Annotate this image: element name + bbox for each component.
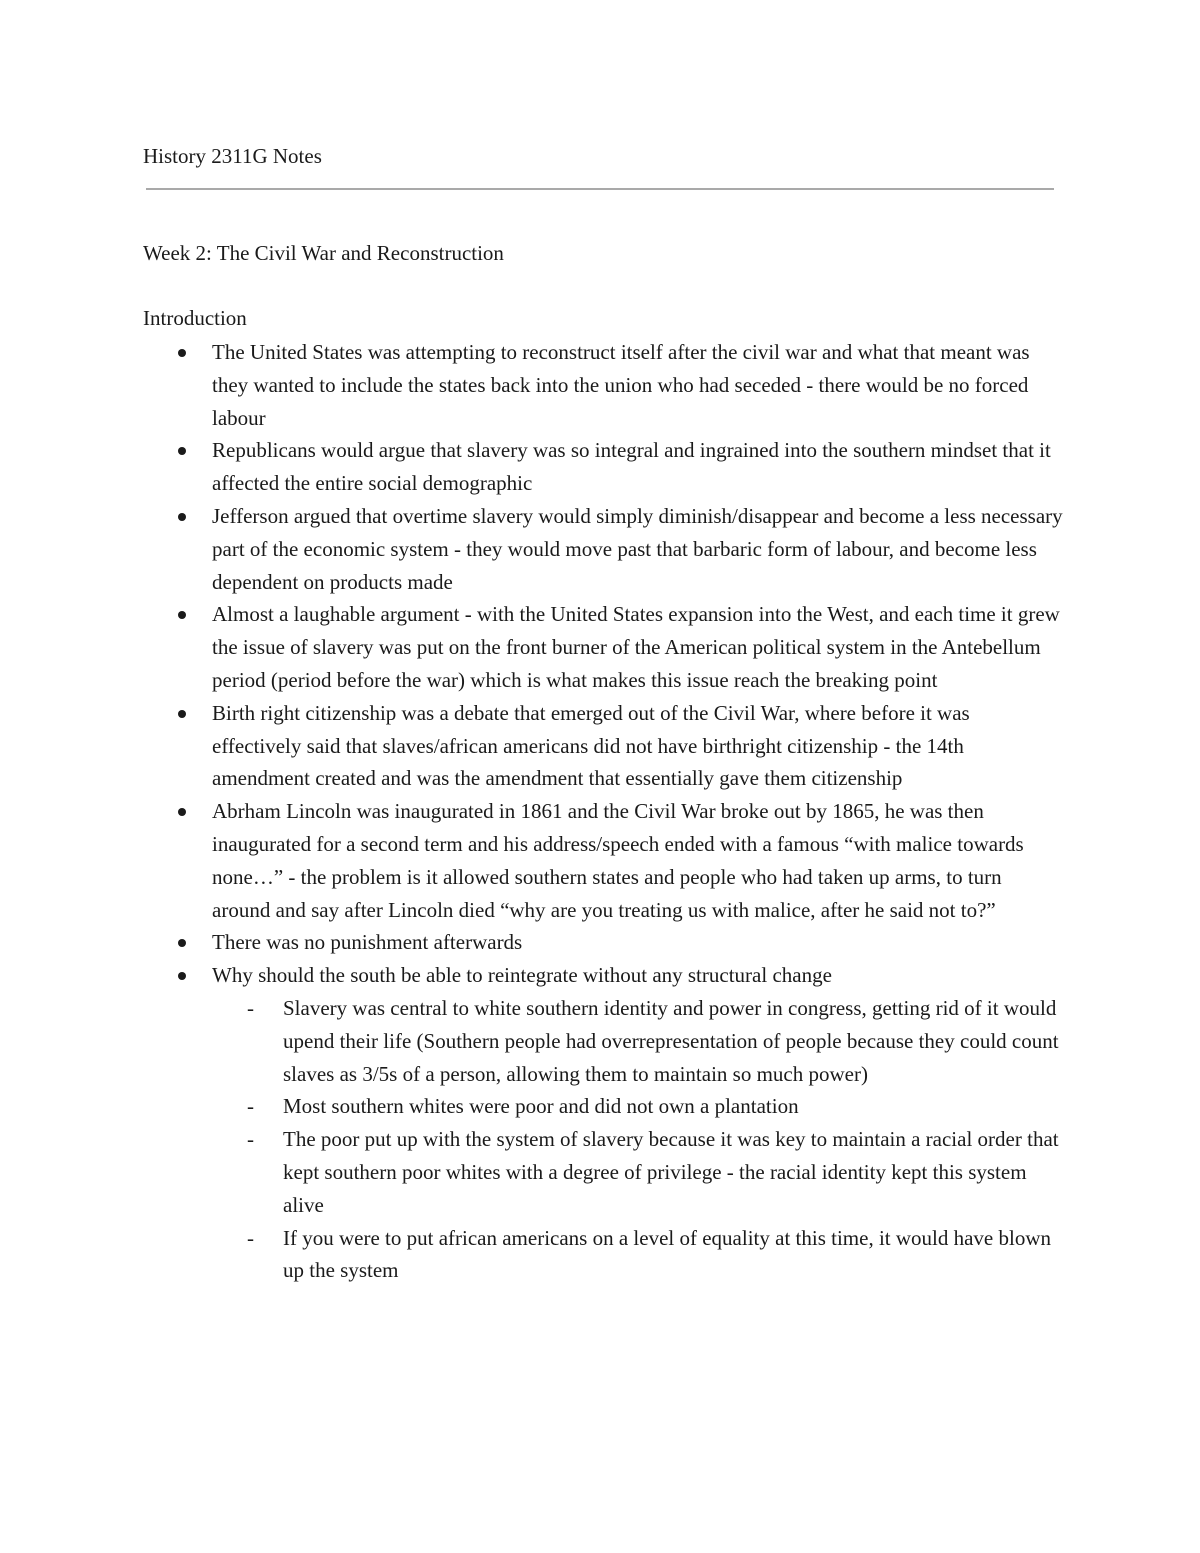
sub-list-item: [212, 1222, 1063, 1288]
list-item: [143, 795, 1063, 926]
bullet-dot-icon: [178, 808, 186, 816]
sub-bullet-text: Most southern whites were poor and did not own a plantation: [283, 1094, 799, 1119]
list-item: [143, 434, 1063, 500]
list-item: [143, 500, 1063, 598]
sub-bullet-text: The poor put up with the system of slavery because it was key to maintain a racial order that kept southern poor whites with a degree of privilege - the racial identity kept this system alive: [283, 1127, 1059, 1217]
list-item: [143, 598, 1063, 696]
bullet-dot-icon: [178, 447, 186, 455]
sub-list-item: [212, 1123, 1063, 1221]
bullet-dot-icon: [178, 972, 186, 980]
title-divider: [146, 188, 1054, 190]
bullet-text: Why should the south be able to reintegrate without any structural change: [212, 963, 832, 988]
sub-list-item: [212, 1090, 1063, 1123]
sub-bullet-list: [212, 992, 1063, 1287]
week-heading: Week 2: The Civil War and Reconstruction: [143, 241, 504, 265]
bullet-text: The United States was attempting to reconstruct itself after the civil war and what that meant was they wanted to include the states back into the union who had seceded - there would be no forced labour: [212, 340, 1030, 430]
list-item: [143, 926, 1063, 959]
bullet-text: Jefferson argued that overtime slavery would simply diminish/disappear and become a less necessary part of the economic system - they would move past that barbaric form of labour, and become less dependent on products made: [212, 503, 1063, 594]
bullet-dot-icon: [178, 939, 186, 947]
dash-marker: -: [247, 1094, 254, 1119]
bullet-dot-icon: [178, 513, 186, 521]
bullet-text: Birth right citizenship was a debate that emerged out of the Civil War, where before it was effectively said that slaves/african americans did not have birthright citizenship - the 14th amendment created and was the amendment that essentially gave them citizenship: [212, 700, 970, 791]
bullet-dot-icon: [178, 710, 186, 718]
dash-marker: -: [247, 995, 254, 1020]
bullet-text: Abrham Lincoln was inaugurated in 1861 and the Civil War broke out by 1865, he was then inaugurated for a second term and his address/speech ended with a famous “with malice towards none…” - the problem is it allowed southern states and people who had taken up arms, to turn around and say after Lincoln died “why are you treating us with malice, after he said not to?”: [212, 799, 1024, 922]
sub-bullet-text: If you were to put african americans on a level of equality at this time, it would have blown up the system: [283, 1225, 1052, 1283]
sub-list-item: [212, 992, 1063, 1090]
list-item: [143, 959, 1063, 1287]
list-item: [143, 336, 1063, 434]
bullet-text: Republicans would argue that slavery was so integral and ingrained into the southern mindset that it affected the entire social demographic: [212, 438, 1051, 496]
section-heading: Introduction: [143, 306, 247, 330]
bullet-dot-icon: [178, 611, 186, 619]
document-title: History 2311G Notes: [143, 144, 322, 168]
dash-marker: -: [247, 1225, 254, 1250]
list-item: [143, 697, 1063, 795]
bullet-text: Almost a laughable argument - with the United States expansion into the West, and each time it grew the issue of slavery was put on the front burner of the American political system in the Antebellum period (period before the war) which is what makes this issue reach the breaking point: [212, 602, 1060, 692]
bullet-text: There was no punishment afterwards: [212, 930, 523, 955]
dash-marker: -: [247, 1127, 254, 1152]
sub-bullet-text: Slavery was central to white southern identity and power in congress, getting rid of it would upend their life (Southern people had overrepresentation of people because they could count slaves as 3/5s of a person, allowing them to maintain so much power): [283, 995, 1059, 1086]
bullet-dot-icon: [178, 349, 186, 357]
bullet-list: [143, 336, 1063, 1287]
